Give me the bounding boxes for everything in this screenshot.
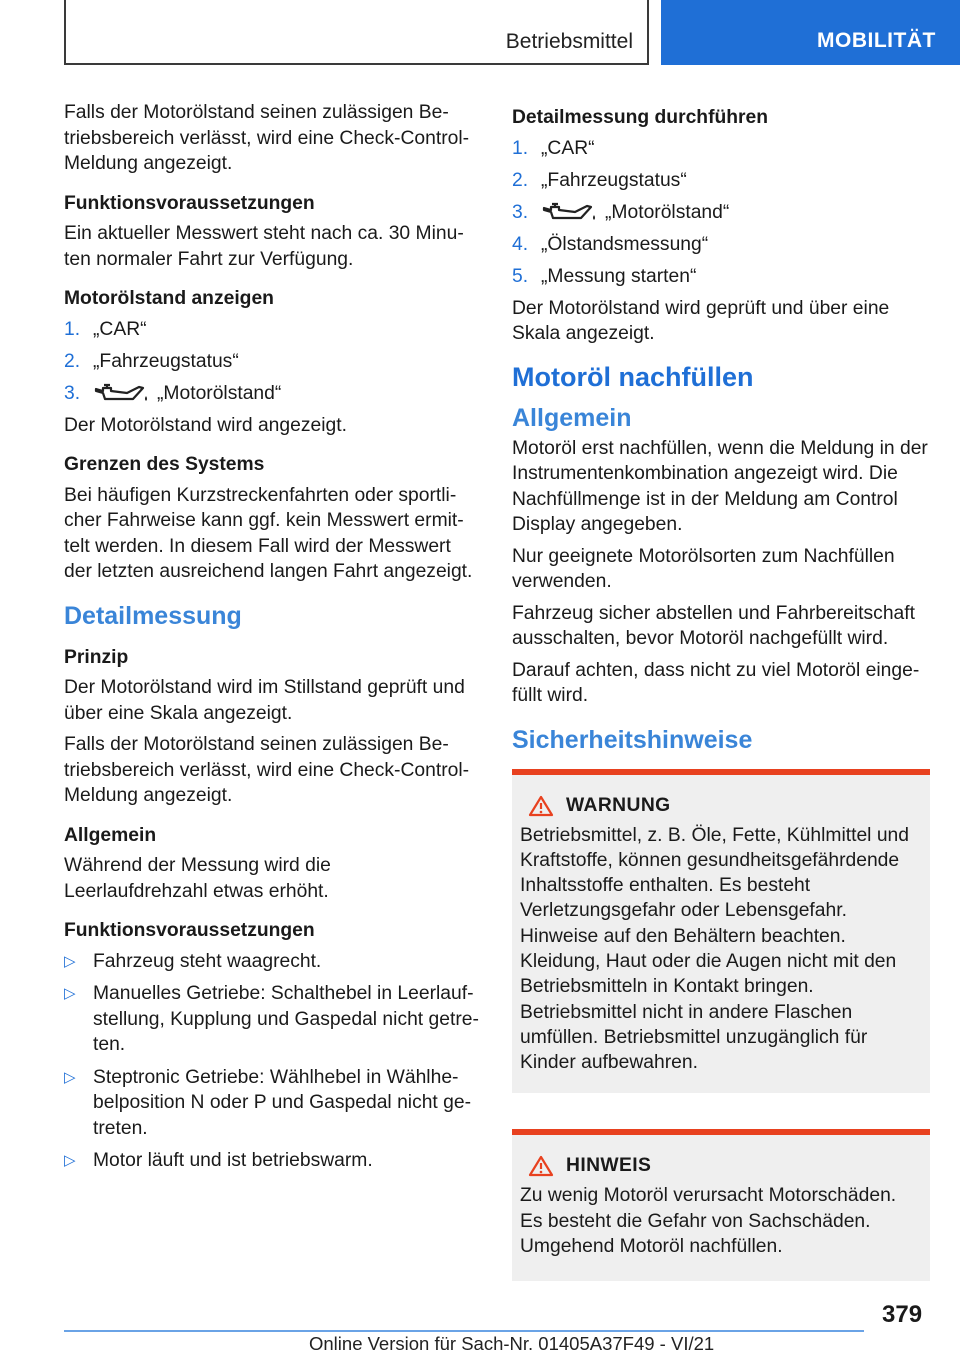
detail-result: Der Motorölstand wird geprüft und über eine Skala angezeigt. <box>512 297 890 344</box>
list-item <box>512 264 930 290</box>
warning-label: WARNUNG <box>566 794 671 816</box>
bullet-text: Fahrzeug steht waagrecht. <box>93 950 322 972</box>
list-item <box>512 232 930 258</box>
refill-general-title: Allgemein <box>512 403 632 432</box>
step-number: 3. <box>512 201 529 223</box>
warning-box <box>512 769 930 1094</box>
list-item <box>64 949 479 975</box>
list-item <box>512 136 930 162</box>
principle-heading: Prinzip <box>64 646 129 668</box>
bullet-text: Motor läuft und ist betriebswarm. <box>93 1150 373 1171</box>
list-item <box>64 1148 479 1174</box>
func-paragraph: Ein aktueller Messwert steht nach ca. 30 Minuten normaler Fahrt zur Verfügung. <box>64 223 464 270</box>
page-number: 379 <box>882 1301 923 1328</box>
warning-triangle-icon <box>528 1155 554 1177</box>
step-number: 1. <box>512 137 529 159</box>
step-number: 2. <box>64 350 81 372</box>
step-number: 2. <box>512 169 529 191</box>
step-text: „CAR“ <box>541 137 595 159</box>
general-heading: Allgemein <box>64 824 157 846</box>
step-text: „Motorölstand“ <box>157 382 282 404</box>
header-chapter-tab <box>661 0 960 65</box>
triangle-bullet-icon: ▷ <box>64 1152 76 1169</box>
header-section-label: Betriebsmittel <box>505 30 633 53</box>
step-text: „Ölstandsmessung“ <box>541 233 709 255</box>
detail-section-title: Detailmessung <box>64 601 242 630</box>
principle-paragraph-2: Falls der Motorölstand seinen zulässigen Betriebsbereich verlässt, wird eine Check-Control-Meldung angezeigt. <box>64 734 470 806</box>
step-text: „Fahrzeugstatus“ <box>93 350 239 372</box>
general-paragraph: Während der Messung wird die Leerlaufdrehzahl etwas erhöht. <box>64 855 331 902</box>
warning-triangle-icon <box>528 795 554 817</box>
list-item <box>512 200 930 226</box>
step-number: 5. <box>512 265 529 287</box>
header-chapter-label: MOBILITÄT <box>817 29 936 52</box>
triangle-bullet-icon: ▷ <box>64 952 76 970</box>
show-level-result: Der Motorölstand wird angezeigt. <box>64 414 347 436</box>
refill-paragraph-4: Darauf achten, dass nicht zu viel Motoröl eingefüllt wird. <box>512 659 920 706</box>
func-heading: Funktionsvoraussetzungen <box>64 192 315 214</box>
right-column <box>512 100 930 1281</box>
footer-divider <box>64 1330 864 1332</box>
requirements-list <box>64 949 479 1174</box>
refill-paragraph-1: Motoröl erst nachfüllen, wenn die Meldung in der Instrumentenkombination angezeigt wird. Die Nachfüllmenge ist in der Meldung am Control Display angegeben. <box>512 437 928 535</box>
show-level-heading: Motorölstand anzeigen <box>64 288 274 309</box>
step-number: 3. <box>64 382 81 404</box>
triangle-bullet-icon: ▷ <box>64 1068 76 1086</box>
step-number: 4. <box>512 233 529 255</box>
detail-steps <box>512 136 930 290</box>
limits-paragraph: Bei häufigen Kurzstreckenfahrten oder sportlicher Fahrweise kann ggf. kein Messwert ermittelt werden. In diesem Fall wird der Messwert der letzten ausreichend langen Fahrt angezeigt. <box>64 484 473 582</box>
limits-heading: Grenzen des Systems <box>64 454 265 475</box>
list-item <box>64 317 479 343</box>
warning-text: Betriebsmittel, z. B. Öle, Fette, Kühlmittel und Kraftstoffe, können gesundheitsgefährdende Inhaltsstoffe enthalten. Es besteht Verletzungsgefahr oder Lebensgefahr. Hinweise auf den Behältern beachten. Kleidung, Haut oder die Augen nicht mit den Betriebsmitteln in Kontakt bringen. Betriebsmittel nicht in andere Flaschen umfüllen. Betriebsmittel unzugänglich für Kinder aufbewahren. <box>520 824 909 1074</box>
notice-text: Zu wenig Motoröl verursacht Motorschäden. Es besteht die Gefahr von Sachschäden. Umgehend Motoröl nachfüllen. <box>520 1185 897 1258</box>
footer-text: Online Version für Sach-Nr. 01405A37F49 - VI/21 <box>309 1333 715 1354</box>
step-text: „CAR“ <box>93 318 147 340</box>
list-item <box>64 381 479 407</box>
refill-paragraph-3: Fahrzeug sicher abstellen und Fahrbereitschaft ausschalten, bevor Motoröl nachgefüllt wird. <box>512 602 915 649</box>
bullet-text: Steptronic Getriebe: Wählhebel in Wählhebelposition N oder P und Gaspedal nicht getreten. <box>93 1066 472 1139</box>
refill-title: Motoröl nachfüllen <box>512 361 754 392</box>
step-number: 1. <box>64 318 81 340</box>
header-section-tab <box>64 0 649 65</box>
triangle-bullet-icon: ▷ <box>64 985 76 1002</box>
requirements-heading: Funktionsvoraussetzungen <box>64 920 315 941</box>
step-text: „Fahrzeugstatus“ <box>541 169 687 191</box>
detail-procedure-heading: Detailmessung durchführen <box>512 107 769 128</box>
notice-box <box>512 1129 930 1281</box>
oil-can-icon <box>93 382 149 404</box>
list-item <box>64 349 479 375</box>
intro-paragraph: Falls der Motorölstand seinen zulässigen Betriebsbereich verlässt, wird eine Check-Control-Meldung angezeigt. <box>64 102 470 174</box>
left-column <box>64 100 479 1181</box>
notice-title <box>520 1155 922 1177</box>
oil-can-icon <box>541 201 597 223</box>
step-text: „Messung starten“ <box>541 265 697 287</box>
bullet-text: Manuelles Getriebe: Schalthebel in Leerlaufstellung, Kupplung und Gaspedal nicht getreten. <box>93 983 479 1055</box>
step-text: „Motorölstand“ <box>605 201 730 223</box>
refill-paragraph-2: Nur geeignete Motorölsorten zum Nachfüllen verwenden. <box>512 545 895 592</box>
warning-title <box>520 795 922 817</box>
list-item <box>64 981 479 1058</box>
list-item <box>64 1065 479 1142</box>
principle-paragraph-1: Der Motorölstand wird im Stillstand geprüft und über eine Skala angezeigt. <box>64 677 465 724</box>
list-item <box>512 168 930 194</box>
safety-title: Sicherheitshinweise <box>512 725 753 754</box>
show-level-steps <box>64 317 479 407</box>
notice-label: HINWEIS <box>566 1155 652 1177</box>
